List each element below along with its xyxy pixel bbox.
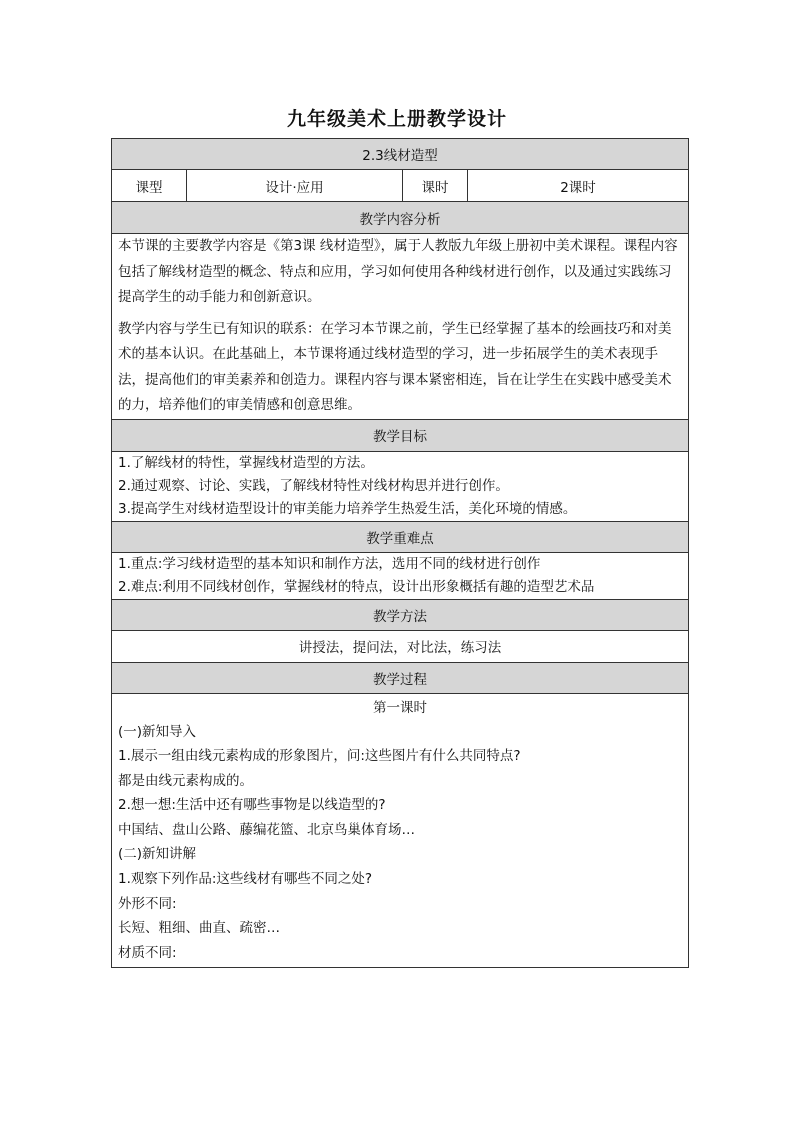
process-body xyxy=(112,693,689,968)
methods-heading-cell xyxy=(112,599,689,630)
process-line: 外形不同: xyxy=(118,895,177,912)
process-line: 中国结、盘山公路、藤编花篮、北京鸟巢体育场… xyxy=(118,821,415,838)
process-line: 1.观察下列作品:这些线材有哪些不同之处? xyxy=(118,871,373,888)
objective-item: 2.通过观察、讨论、实践，了解线材特性对线材构思并进行创作。 xyxy=(118,477,509,494)
hours-value-cell xyxy=(468,170,689,202)
type-value: 设计·应用 xyxy=(265,179,324,196)
type-label-cell xyxy=(112,170,187,202)
hours-label: 课时 xyxy=(421,179,449,196)
key-points-heading: 教学重难点 xyxy=(366,530,434,547)
content-analysis-heading: 教学内容分析 xyxy=(359,211,441,228)
content-paragraph: 教学内容与学生已有知识的联系：在学习本节课之前，学生已经掌握了基本的绘画技巧和对美术的基本认识。在此基础上，本节课将通过线材造型的学习，进一步拓展学生的美术表现手法，提高他们的审美素养和创造力。课程内容与课本紧密相连，旨在让学生在实践中感受美术的力，培养他们的审美情感和创意思维。 xyxy=(118,320,672,413)
objectives-heading: 教学目标 xyxy=(373,429,428,445)
hours-label-cell xyxy=(403,170,468,202)
process-heading: 教学过程 xyxy=(373,671,428,688)
type-value-cell xyxy=(187,170,403,202)
process-line: 材质不同: xyxy=(118,944,177,961)
lesson-plan-table xyxy=(111,138,689,968)
content-analysis-body xyxy=(112,234,689,420)
key-point-item: 1.重点:学习线材造型的基本知识和制作方法，选用不同的线材进行创作 xyxy=(118,555,541,572)
key-point-item: 2.难点:利用不同线材创作，掌握线材的特点，设计出形象概括有趣的造型艺术品 xyxy=(118,578,595,595)
methods-text: 讲授法，提问法，对比法，练习法 xyxy=(298,640,502,656)
objectives-heading-cell xyxy=(112,419,689,451)
objective-item: 1.了解线材的特性，掌握线材造型的方法。 xyxy=(118,454,374,471)
session-title: 第一课时 xyxy=(373,699,428,716)
process-line: 2.想一想:生活中还有哪些事物是以线造型的? xyxy=(118,797,386,814)
objective-item: 3.提高学生对线材造型设计的审美能力培养学生热爱生活，美化环境的情感。 xyxy=(118,500,577,517)
lesson-heading-cell xyxy=(112,139,689,170)
process-heading-cell xyxy=(112,662,689,693)
key-points-heading-cell xyxy=(112,521,689,552)
content-analysis-heading-cell xyxy=(112,202,689,234)
content-paragraph: 本节课的主要教学内容是《第3课 线材造型》，属于人教版九年级上册初中美术课程。课程内容包括了解线材造型的概念、特点和应用，学习如何使用各种线材进行创作，以及通过实践练习提高学生的动手能力和创新意识。 xyxy=(118,238,678,305)
lesson-heading: 2.3线材造型 xyxy=(362,148,438,164)
process-line: (一)新知导入 xyxy=(118,723,197,740)
methods-heading: 教学方法 xyxy=(373,608,428,625)
key-points-body xyxy=(112,552,689,599)
objectives-body xyxy=(112,451,689,521)
process-line: 1.展示一组由线元素构成的形象图片，问:这些图片有什么共同特点? xyxy=(118,748,521,765)
process-line: 长短、粗细、曲直、疏密… xyxy=(118,920,280,937)
document-title: 九年级美术上册教学设计 xyxy=(286,108,507,130)
type-label: 课型 xyxy=(135,179,163,196)
hours-value: 2课时 xyxy=(560,179,596,196)
process-line: 都是由线元素构成的。 xyxy=(118,772,253,789)
methods-body xyxy=(112,630,689,662)
process-line: (二)新知讲解 xyxy=(118,846,197,863)
